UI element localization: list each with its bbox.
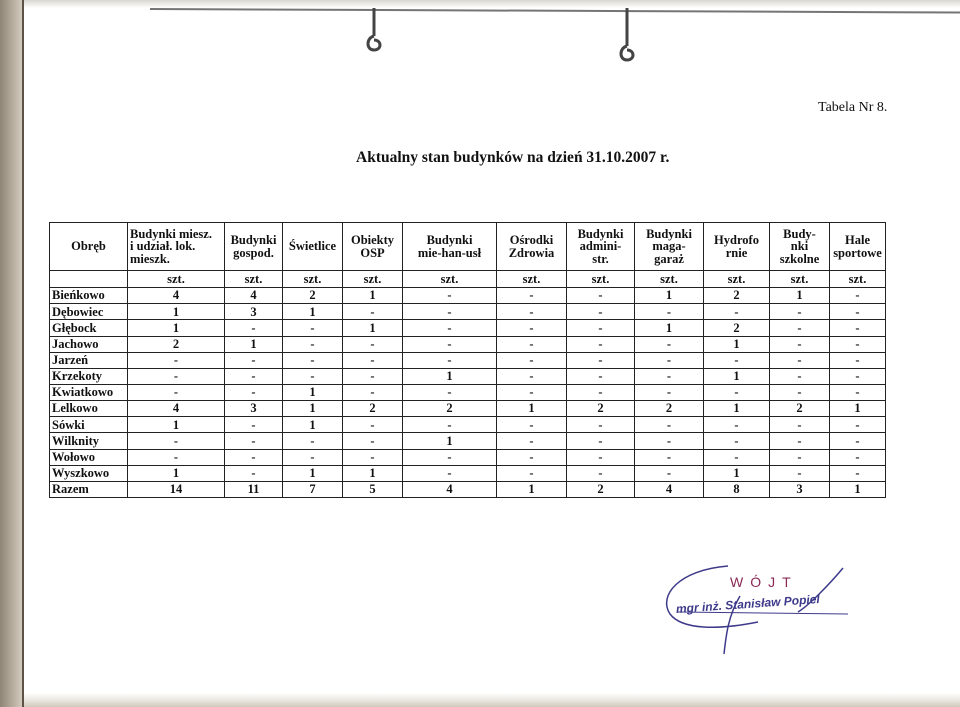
table-cell: -: [635, 336, 704, 352]
table-row: [50, 304, 886, 320]
column-header: [403, 223, 497, 271]
row-label: Jachowo: [50, 336, 128, 352]
table-cell: -: [567, 449, 635, 465]
table-cell: -: [128, 449, 225, 465]
table-cell: -: [770, 368, 830, 384]
table-cell: 1: [128, 304, 225, 320]
column-header-line: Obręb: [71, 239, 106, 254]
table-cell: 1: [128, 465, 225, 481]
table-cell: -: [567, 288, 635, 304]
table-header-row: [50, 223, 886, 271]
table-cell: -: [635, 352, 704, 368]
unit-cell: szt.: [770, 271, 830, 288]
table-cell: -: [497, 384, 567, 400]
column-header-line: Budynki: [426, 233, 473, 247]
table-cell: -: [403, 336, 497, 352]
binder-string: [150, 8, 960, 14]
table-cell: -: [567, 384, 635, 400]
table-cell: 1: [283, 417, 343, 433]
table-cell: -: [635, 384, 704, 400]
unit-cell: szt.: [704, 271, 770, 288]
table-cell: 1: [830, 481, 886, 497]
table-cell: -: [497, 304, 567, 320]
column-header-line: Zdrowia: [508, 245, 555, 260]
column-header: [567, 223, 635, 271]
table-cell: 1: [704, 368, 770, 384]
table-cell: -: [403, 449, 497, 465]
binder-ring-icon: [615, 6, 639, 62]
table-cell: 2: [403, 401, 497, 417]
column-header-line: sportowe: [833, 245, 882, 260]
table-cell: -: [704, 384, 770, 400]
table-cell: -: [403, 417, 497, 433]
table-cell: -: [225, 368, 283, 384]
table-cell: -: [567, 352, 635, 368]
table-cell: -: [770, 336, 830, 352]
table-cell: -: [567, 368, 635, 384]
column-header-line: admini-: [579, 239, 622, 254]
row-label: Wilknity: [50, 433, 128, 449]
unit-cell: szt.: [497, 271, 567, 288]
column-header-line: Budynki: [646, 226, 692, 241]
table-cell: -: [770, 449, 830, 465]
column-header-line: gospod.: [233, 245, 274, 260]
table-cell: -: [830, 336, 886, 352]
unit-cell: szt.: [128, 271, 225, 288]
row-label: Jarzeń: [50, 352, 128, 368]
table-cell: -: [497, 449, 567, 465]
table-cell: -: [343, 336, 403, 352]
row-label: Bieńkowo: [50, 288, 128, 304]
table-cell: 2: [770, 401, 830, 417]
column-header-line: Budy-: [783, 226, 816, 241]
table-cell: -: [403, 304, 497, 320]
table-row: [50, 401, 886, 417]
table-cell: 4: [128, 401, 225, 417]
table-cell: -: [343, 368, 403, 384]
table-cell: -: [497, 288, 567, 304]
table-cell: -: [635, 417, 704, 433]
table-cell: -: [770, 384, 830, 400]
table-cell: -: [770, 433, 830, 449]
column-header: [704, 223, 770, 271]
table-cell: 1: [497, 401, 567, 417]
table-cell: 1: [283, 465, 343, 481]
column-header: [283, 223, 343, 271]
table-cell: -: [704, 449, 770, 465]
table-cell: -: [497, 368, 567, 384]
table-cell: 1: [704, 401, 770, 417]
table-cell: -: [830, 368, 886, 384]
table-cell: -: [403, 288, 497, 304]
table-cell: -: [343, 449, 403, 465]
row-label: Krzekoty: [50, 368, 128, 384]
table-cell: -: [704, 417, 770, 433]
table-cell: -: [225, 384, 283, 400]
table-cell: -: [635, 433, 704, 449]
table-cell: -: [567, 465, 635, 481]
table-cell: 1: [635, 288, 704, 304]
column-header-obreb: [50, 223, 128, 271]
column-header: [770, 223, 830, 271]
row-label: Lelkowo: [50, 401, 128, 417]
table-cell: 1: [704, 465, 770, 481]
table-cell: -: [343, 304, 403, 320]
table-cell: -: [225, 433, 283, 449]
table-row: [50, 417, 886, 433]
column-header: [497, 223, 567, 271]
table-cell: -: [283, 368, 343, 384]
table-cell: -: [343, 417, 403, 433]
column-header-line: Budynki: [577, 226, 624, 241]
table-cell: -: [128, 352, 225, 368]
table-row: [50, 336, 886, 352]
table-row: [50, 368, 886, 384]
column-header: [128, 223, 225, 271]
table-cell: 1: [283, 384, 343, 400]
unit-cell: szt.: [830, 271, 886, 288]
table-cell: -: [497, 352, 567, 368]
table-cell: 1: [343, 320, 403, 336]
total-row: [50, 481, 886, 497]
row-label: Wyszkowo: [50, 465, 128, 481]
row-label: Sówki: [50, 417, 128, 433]
table-cell: 2: [704, 288, 770, 304]
table-cell: 1: [704, 336, 770, 352]
table-cell: -: [497, 320, 567, 336]
table-number: Tabela Nr 8.: [818, 100, 888, 115]
table-cell: 1: [343, 465, 403, 481]
table-cell: -: [830, 288, 886, 304]
page-top-shadow: [24, 0, 960, 8]
table-cell: -: [567, 336, 635, 352]
table-cell: 2: [704, 320, 770, 336]
column-header: [343, 223, 403, 271]
table-cell: -: [225, 320, 283, 336]
table-cell: -: [830, 304, 886, 320]
column-header-line: mie-han-usł: [417, 245, 482, 260]
table-cell: 3: [225, 304, 283, 320]
table-cell: 2: [567, 401, 635, 417]
binding-line: [22, 0, 24, 707]
table-cell: 1: [283, 304, 343, 320]
units-row: [50, 271, 886, 288]
table-cell: -: [128, 433, 225, 449]
table-cell: 1: [635, 320, 704, 336]
table-cell: -: [635, 449, 704, 465]
table-row: [50, 320, 886, 336]
table-cell: -: [635, 304, 704, 320]
table-cell: 1: [403, 433, 497, 449]
table-cell: 1: [128, 320, 225, 336]
table-row: [50, 384, 886, 400]
table-cell: -: [343, 352, 403, 368]
table-row: [50, 465, 886, 481]
table-cell: -: [830, 449, 886, 465]
unit-cell: szt.: [343, 271, 403, 288]
table-cell: -: [225, 352, 283, 368]
table-cell: 4: [635, 481, 704, 497]
table-cell: 8: [704, 481, 770, 497]
table-cell: -: [497, 433, 567, 449]
table-cell: -: [770, 320, 830, 336]
column-header-line: i udział. lok.: [130, 239, 196, 254]
table-cell: 2: [635, 401, 704, 417]
table-cell: -: [830, 417, 886, 433]
row-label: Razem: [50, 481, 128, 497]
column-header: [830, 223, 886, 271]
table-cell: -: [403, 352, 497, 368]
column-header-line: rnie: [725, 245, 748, 260]
page-left-edge: [0, 0, 24, 707]
column-header-line: Ośrodki: [509, 233, 554, 247]
table-cell: 1: [225, 336, 283, 352]
table-cell: -: [403, 465, 497, 481]
column-header-line: Obiekty: [350, 233, 395, 247]
column-header-line: str.: [592, 251, 609, 266]
table-cell: 3: [225, 401, 283, 417]
table-cell: -: [770, 304, 830, 320]
column-header-line: maga-: [652, 239, 686, 254]
table-row: [50, 352, 886, 368]
column-header-line: Budynki miesz.: [130, 226, 212, 241]
table-cell: 4: [128, 288, 225, 304]
table-cell: -: [830, 465, 886, 481]
column-header-line: Świetlice: [288, 239, 337, 254]
table-cell: 1: [403, 368, 497, 384]
unit-cell: szt.: [225, 271, 283, 288]
table-cell: 1: [497, 481, 567, 497]
table-cell: -: [770, 417, 830, 433]
unit-cell: [50, 271, 128, 288]
column-header-line: szkolne: [779, 251, 820, 266]
table-cell: 14: [128, 481, 225, 497]
table-cell: 2: [343, 401, 403, 417]
table-cell: -: [283, 449, 343, 465]
table-cell: 5: [343, 481, 403, 497]
table-cell: -: [770, 465, 830, 481]
table-cell: -: [830, 384, 886, 400]
table-cell: -: [830, 352, 886, 368]
column-header-line: garaż: [654, 251, 684, 266]
table-cell: -: [497, 336, 567, 352]
page-title: Aktualny stan budynków na dzień 31.10.2007 r.: [356, 149, 670, 166]
table-cell: 2: [567, 481, 635, 497]
table-cell: -: [497, 465, 567, 481]
table-cell: 1: [830, 401, 886, 417]
table-cell: -: [635, 465, 704, 481]
table-cell: -: [343, 384, 403, 400]
row-label: Kwiatkowo: [50, 384, 128, 400]
table-cell: -: [567, 417, 635, 433]
table-cell: 4: [403, 481, 497, 497]
table-cell: -: [403, 320, 497, 336]
table-cell: -: [225, 449, 283, 465]
unit-cell: szt.: [635, 271, 704, 288]
table-cell: -: [283, 352, 343, 368]
column-header: [635, 223, 704, 271]
table-cell: -: [128, 368, 225, 384]
column-header-line: Hydrofo: [714, 233, 759, 247]
row-label: Dębowiec: [50, 304, 128, 320]
column-header-line: Hale: [845, 233, 870, 247]
table-cell: 1: [128, 417, 225, 433]
table-cell: -: [830, 433, 886, 449]
table-row: [50, 288, 886, 304]
table-cell: 1: [283, 401, 343, 417]
column-header: [225, 223, 283, 271]
table-cell: 4: [225, 288, 283, 304]
column-header-line: Budynki: [230, 233, 277, 247]
table-cell: 2: [283, 288, 343, 304]
table-cell: 3: [770, 481, 830, 497]
table-cell: -: [704, 352, 770, 368]
buildings-table: [49, 222, 886, 498]
column-header-line: nki: [790, 239, 809, 254]
unit-cell: szt.: [567, 271, 635, 288]
unit-cell: szt.: [403, 271, 497, 288]
table-cell: -: [567, 304, 635, 320]
table-cell: -: [225, 417, 283, 433]
table-cell: -: [403, 384, 497, 400]
table-row: [50, 433, 886, 449]
table-cell: -: [283, 320, 343, 336]
table-cell: 7: [283, 481, 343, 497]
row-label: Wołowo: [50, 449, 128, 465]
table-cell: -: [704, 433, 770, 449]
table-cell: -: [497, 417, 567, 433]
table-cell: 2: [128, 336, 225, 352]
table-cell: -: [830, 320, 886, 336]
table-cell: 11: [225, 481, 283, 497]
stamp-title: WÓJT: [730, 574, 798, 590]
table-cell: -: [635, 368, 704, 384]
table-cell: -: [567, 320, 635, 336]
table-cell: -: [704, 304, 770, 320]
table-cell: -: [283, 433, 343, 449]
table-cell: -: [343, 433, 403, 449]
table-row: [50, 449, 886, 465]
table-cell: 1: [343, 288, 403, 304]
table-cell: -: [770, 352, 830, 368]
stamp-name: mgr inż. Stanisław Popiel: [675, 591, 821, 616]
table-body: [50, 271, 886, 498]
table-cell: 1: [770, 288, 830, 304]
row-label: Głębock: [50, 320, 128, 336]
table-cell: -: [283, 336, 343, 352]
binder-ring-icon: [362, 6, 386, 52]
column-header-line: mieszk.: [130, 251, 170, 266]
table-cell: -: [128, 384, 225, 400]
table-cell: -: [567, 433, 635, 449]
unit-cell: szt.: [283, 271, 343, 288]
page-bottom-edge: [24, 693, 960, 707]
column-header-line: OSP: [360, 245, 385, 260]
table-cell: -: [225, 465, 283, 481]
